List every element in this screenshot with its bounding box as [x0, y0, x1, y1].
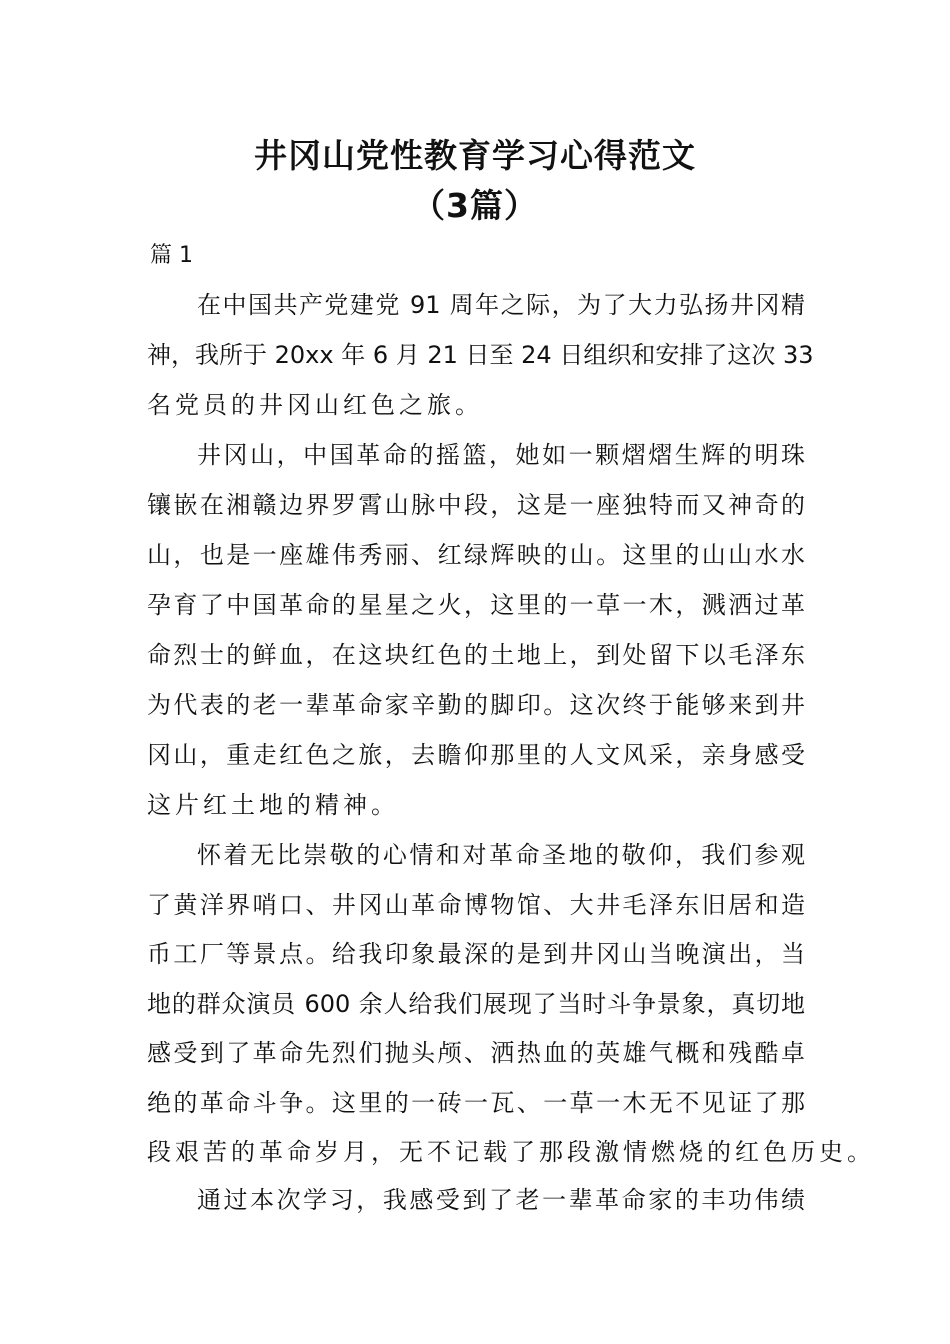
paragraph-2-line: 井冈山，中国革命的摇篮，她如一颗熠熠生辉的明珠 [197, 441, 805, 469]
document-subtitle: （3篇） [412, 186, 538, 225]
paragraph-2-line: 命烈士的鲜血，在这块红色的土地上，到处留下以毛泽东 [147, 641, 805, 669]
paragraph-4-line: 通过本次学习，我感受到了老一辈革命家的丰功伟绩 [197, 1186, 805, 1214]
paragraph-3-line: 地的群众演员 600 余人给我们展现了当时斗争景象，真切地 [147, 989, 805, 1018]
paragraph-3-line: 币工厂等景点。给我印象最深的是到井冈山当晚演出，当 [147, 940, 805, 968]
paragraph-3-line: 了黄洋界哨口、井冈山革命博物馆、大井毛泽东旧居和造 [147, 890, 805, 919]
paragraph-3-line: 怀着无比崇敬的心情和对革命圣地的敬仰，我们参观 [197, 841, 805, 869]
section-label: 篇 1 [150, 243, 193, 268]
paragraph-1-line: 名党员的井冈山红色之旅。 [147, 391, 483, 419]
paragraph-2-line: 为代表的老一辈革命家辛勤的脚印。这次终于能够来到井 [147, 691, 805, 719]
paragraph-2-line: 镶嵌在湘赣边界罗霄山脉中段，这是一座独特而又神奇的 [147, 491, 805, 519]
paragraph-3-line: 绝的革命斗争。这里的一砖一瓦、一草一木无不见证了那 [147, 1088, 805, 1117]
paragraph-2-line: 山，也是一座雄伟秀丽、红绿辉映的山。这里的山山水水 [147, 541, 805, 569]
paragraph-3-line: 感受到了革命先烈们抛头颅、洒热血的英雄气概和残酷卓 [147, 1039, 805, 1067]
paragraph-2-line: 冈山，重走红色之旅，去瞻仰那里的人文风采，亲身感受 [147, 741, 805, 769]
paragraph-2-line: 孕育了中国革命的星星之火，这里的一草一木，溅洒过革 [147, 591, 805, 619]
paragraph-3-line: 段艰苦的革命岁月，无不记载了那段激情燃烧的红色历史。 [147, 1138, 875, 1166]
document-title: 井冈山党性教育学习心得范文 [254, 136, 696, 175]
paragraph-1-line: 在中国共产党建党 91 周年之际，为了大力弘扬井冈精 [197, 291, 805, 319]
paragraph-2-line: 这片红土地的精神。 [147, 791, 399, 819]
paragraph-1-line: 神，我所于 20xx 年 6 月 21 日至 24 日组织和安排了这次 33 [147, 341, 814, 369]
